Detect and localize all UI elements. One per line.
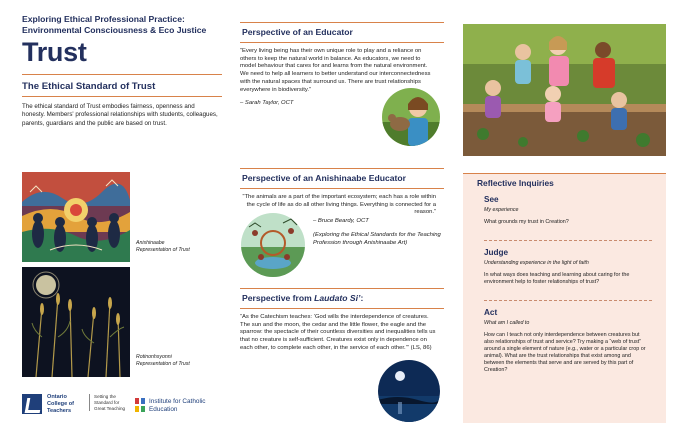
ontario-college-of-teachers-logo [22,394,129,414]
anishinaabe-educator-heading: Perspective of an Anishinaabe Educator [242,173,406,183]
rotinonhsyonni-caption: Rotinonhsyonni Representation of Trust [136,354,190,367]
ethical-standard-heading: The Ethical Standard of Trust [22,81,156,92]
oct-tagline: Setting the Standard for Great Teaching [89,394,129,411]
educator-photo-image [382,88,440,146]
laudato-si-heading-prefix: Perspective from [242,293,315,303]
oct-name: Ontario College of Teachers [47,394,75,414]
anishinaabe-artwork [22,172,130,262]
ecosystem-artwork [241,213,305,277]
anishinaabe-educator-source: (Exploring the Ethical Standards for the Teaching Profession through Anishinaabe Art) [313,232,441,246]
moon-photo-image [378,360,440,422]
rotinonhsyonni-artwork [22,267,130,377]
anishinaabe-educator-section [240,168,444,217]
educator-quote: “Every living being has their own unique role to play and a reliance on others to keep the natural world in balance. As educators, we need to model behaviour that cares for and learns from the natural environment. We need to help all learners to better understand our interconnectedness with the natural spaces that surround us. There are trust relationships everywhere in biodiversity.” [240,48,431,93]
divider [240,188,444,189]
laudato-si-heading-italic: Laudato Si’ [314,293,361,303]
divider [22,74,222,75]
reflective-inquiries-title: Reflective Inquiries [477,178,554,188]
act-subheading: What am I called to [484,320,530,326]
see-subheading: My experience [484,207,519,213]
oct-mark-icon [22,394,42,414]
laudato-si-quote: “As the Catechism teaches: ‘God wills the interdependence of creatures. The sun and the moon, the cedar and the little flower, the eagle and the sparrow: the spectacle of their countless diversities and inequalities tells us that no creature is self-sufficient. Creatures exist only in dependence on each other, to complete each other, in the service of each other.’” (LS, 86) [240,314,436,351]
see-heading: See [484,195,499,204]
act-heading: Act [484,308,498,317]
anishinaabe-caption: Anishinaabe Representation of Trust [136,240,190,253]
judge-question: In what ways does teaching and learning about caring for the environment help to foster relationships of trust? [484,272,630,285]
page-title: Trust [22,37,87,67]
children-garden-photo [463,24,666,156]
see-question: What grounds my trust in Creation? [484,219,569,225]
divider [240,308,444,309]
laudato-si-heading [242,293,444,303]
judge-heading: Judge [484,248,509,257]
institute-for-catholic-education-logo [135,398,219,413]
divider [22,96,222,97]
divider [240,168,444,169]
dashed-divider [484,300,652,301]
eyebrow-line-1: Exploring Ethical Professional Practice: [22,14,185,24]
judge-subheading: Understanding experience in the light of faith [484,260,589,266]
educator-attribution: – Sarah Taylor, OCT [240,100,294,107]
reflective-inquiries-panel [463,173,666,423]
ecosystem-artwork-image [241,213,305,277]
dashed-divider [484,240,652,241]
eyebrow-line-2: Environmental Consciousness & Eco Justice [22,25,207,35]
laudato-si-heading-suffix: : [360,293,364,303]
educator-heading: Perspective of an Educator [242,27,353,37]
ice-name: Institute for Catholic Education [149,398,206,413]
educator-photo [382,88,440,146]
ethical-standard-body: The ethical standard of Trust embodies fairness, openness and honesty. Members' professional relationships with students, colleagues, parents, guardians and the public are based on trust. [22,103,218,127]
children-garden-photo-image [463,24,666,156]
act-question: How can I teach not only interdependence between creatures but also relationships of trust and service? Try making a “web of trust” around a single element of nature (e.g., water or a particular crop or animal). What are the trust relationships that exist among and between the elements that serve and are served by this part of Creation? [484,332,646,373]
divider [240,288,444,289]
divider [240,22,444,23]
divider [240,42,444,43]
ice-cross-icon [135,398,145,412]
anishinaabe-educator-attribution: – Bruce Beardy, OCT [313,218,369,224]
anishinaabe-educator-quote: “The animals are a part of the important ecosystem; each has a role within the cycle of life as do all other living things. Everything is connected for a reason.” [242,194,436,216]
moon-photo [378,360,440,422]
anishinaabe-artwork-image [22,172,130,262]
laudato-si-section [240,288,444,353]
left-column [22,14,222,128]
rotinonhsyonni-artwork-image [22,267,130,377]
